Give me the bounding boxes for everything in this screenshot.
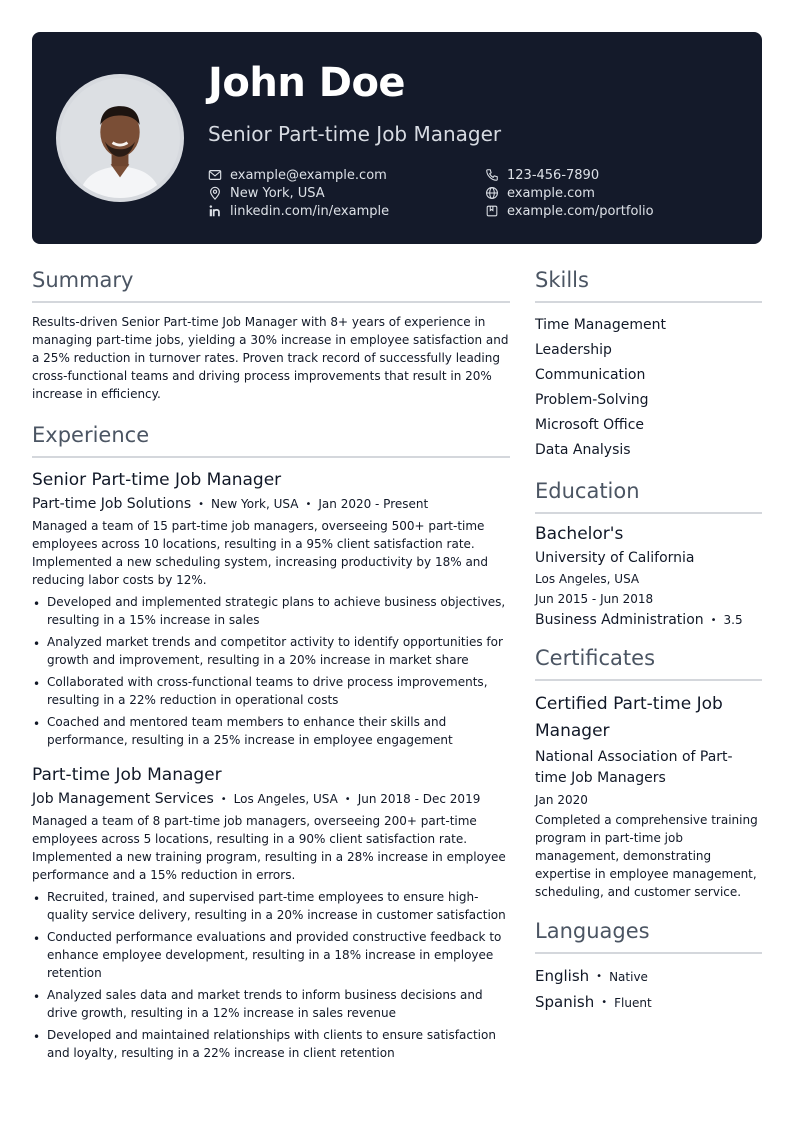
contact-list-left [208,166,389,220]
candidate-name: John Doe [208,60,406,106]
experience-heading: Experience [32,423,510,458]
job-description: Managed a team of 8 part-time job managers, overseeing 200+ part-time employees across 5 locations, resulting in a 90% client satisfaction rate. Implemented a new training program, resulting in a 28% increase in employee performance and a 15% reduction in errors. [32,814,506,882]
list-item: • Conducted performance evaluations and provided constructive feedback to enhance employee development, resulting in a 18% increase in employee retention [32,928,510,982]
contact-website[interactable] [485,184,654,202]
skills-heading: Skills [535,268,762,303]
list-item: • Coached and mentored team members to enhance their skills and performance, resulting in a 25% increase in employee engagement [32,713,510,749]
skill-item: Time Management [535,317,666,333]
education-field: Business Administration [535,612,704,628]
certificate-org: National Association of Part-time Job Managers [535,749,733,786]
list-item: • Analyzed sales data and market trends to inform business decisions and drive growth, resulting in a 12% increase in sales revenue [32,986,510,1022]
language-level: Native [609,970,648,984]
list-item: • Analyzed market trends and competitor activity to identify opportunities for growth and improvement, resulting in a 20% increase in market share [32,633,510,669]
education-heading: Education [535,479,762,514]
list-item: • Collaborated with cross-functional teams to drive process improvements, resulting in a 22% reduction in operational costs [32,673,510,709]
contact-list-right [485,166,654,220]
job-company: Part-time Job Solutions [32,496,192,512]
skill-item: Data Analysis [535,442,631,458]
contact-email[interactable] [208,166,389,184]
job-dates: Jun 2018 - Dec 2019 [357,792,481,806]
certificate-date: Jan 2020 [535,793,588,807]
portfolio-text: example.com/portfolio [507,203,654,219]
job-meta: Job Management Services • Los Angeles, USA • Jun 2018 - Dec 2019 [32,791,481,807]
job-entry [32,470,510,749]
phone-icon [485,168,499,182]
globe-icon [485,186,499,200]
education-section [535,479,762,628]
language-name: Spanish [535,993,595,1011]
contact-location [208,184,389,202]
job-meta: Part-time Job Solutions • New York, USA • Jan 2020 - Present [32,496,429,512]
education-location: Los Angeles, USA [535,572,640,586]
resume-header [32,32,762,244]
education-gpa: 3.5 [723,613,743,627]
contact-linkedin[interactable] [208,202,389,220]
education-field-row: Business Administration • 3.5 [535,612,743,628]
job-dates: Jan 2020 - Present [318,497,429,511]
job-location: Los Angeles, USA [233,792,338,806]
skill-item: Microsoft Office [535,417,645,433]
phone-text: 123-456-7890 [507,167,600,183]
linkedin-icon [208,204,222,218]
portrait-image [60,78,180,198]
skills-section [535,268,762,463]
list-item: • Developed and implemented strategic plans to achieve business objectives, resulting in a 15% increase in sales [32,593,510,629]
summary-heading: Summary [32,268,510,303]
language-item: Spanish • Fluent [535,993,652,1011]
certificates-heading: Certificates [535,646,762,681]
job-entry [32,765,510,1062]
job-bullets [32,593,510,749]
job-title: Part-time Job Manager [32,765,222,785]
certificate-description: Completed a comprehensive training program in part-time job management, demonstrating expertise in employee management, scheduling, and customer service. [535,813,758,899]
summary-section [32,268,510,403]
portfolio-icon [485,204,499,218]
skill-item: Communication [535,367,646,383]
language-item: English • Native [535,967,648,985]
mail-icon [208,168,222,182]
experience-section [32,423,510,1062]
website-text: example.com [507,185,595,201]
side-column [535,268,762,1016]
email-text: example@example.com [230,167,387,183]
job-description: Managed a team of 15 part-time job managers, overseeing 500+ part-time employees across 10 locations, resulting in a 95% client satisfaction rate. Implemented a new scheduling system, increasing productivity by 18% and reducing labor costs by 12%. [32,519,489,587]
education-school: University of California [535,550,695,566]
profile-photo [56,74,184,202]
languages-heading: Languages [535,919,762,954]
job-title: Senior Part-time Job Manager [32,470,282,490]
linkedin-text: linkedin.com/in/example [230,203,390,219]
map-pin-icon [208,186,222,200]
language-name: English [535,967,590,985]
job-company: Job Management Services [32,791,214,807]
skill-item: Problem-Solving [535,392,649,408]
list-item: • Developed and maintained relationships with clients to ensure satisfaction and loyalty, resulting in a 22% increase in client retention [32,1026,510,1062]
contact-portfolio[interactable] [485,202,654,220]
list-item: • Recruited, trained, and supervised part-time employees to ensure high-quality service delivery, resulting in a 20% increase in customer satisfaction [32,888,510,924]
language-level: Fluent [614,996,652,1010]
contact-phone[interactable] [485,166,654,184]
summary-text: Results-driven Senior Part-time Job Manager with 8+ years of experience in managing part-time jobs, yielding a 30% increase in employee satisfaction and a 25% reduction in turnover rates. Proven track record of successfully leading cross-functional teams and driving process improvements that result in 20% increase in efficiency. [32,315,509,401]
languages-section [535,919,762,1016]
main-column [32,268,510,1066]
certificates-section [535,646,762,901]
job-bullets [32,888,510,1062]
certificate-title: Certified Part-time Job Manager [535,694,723,741]
candidate-title: Senior Part-time Job Manager [208,122,502,146]
education-dates: Jun 2015 - Jun 2018 [535,592,654,606]
job-location: New York, USA [211,497,299,511]
skill-item: Leadership [535,342,612,358]
location-text: New York, USA [230,185,325,201]
education-degree: Bachelor's [535,524,624,544]
